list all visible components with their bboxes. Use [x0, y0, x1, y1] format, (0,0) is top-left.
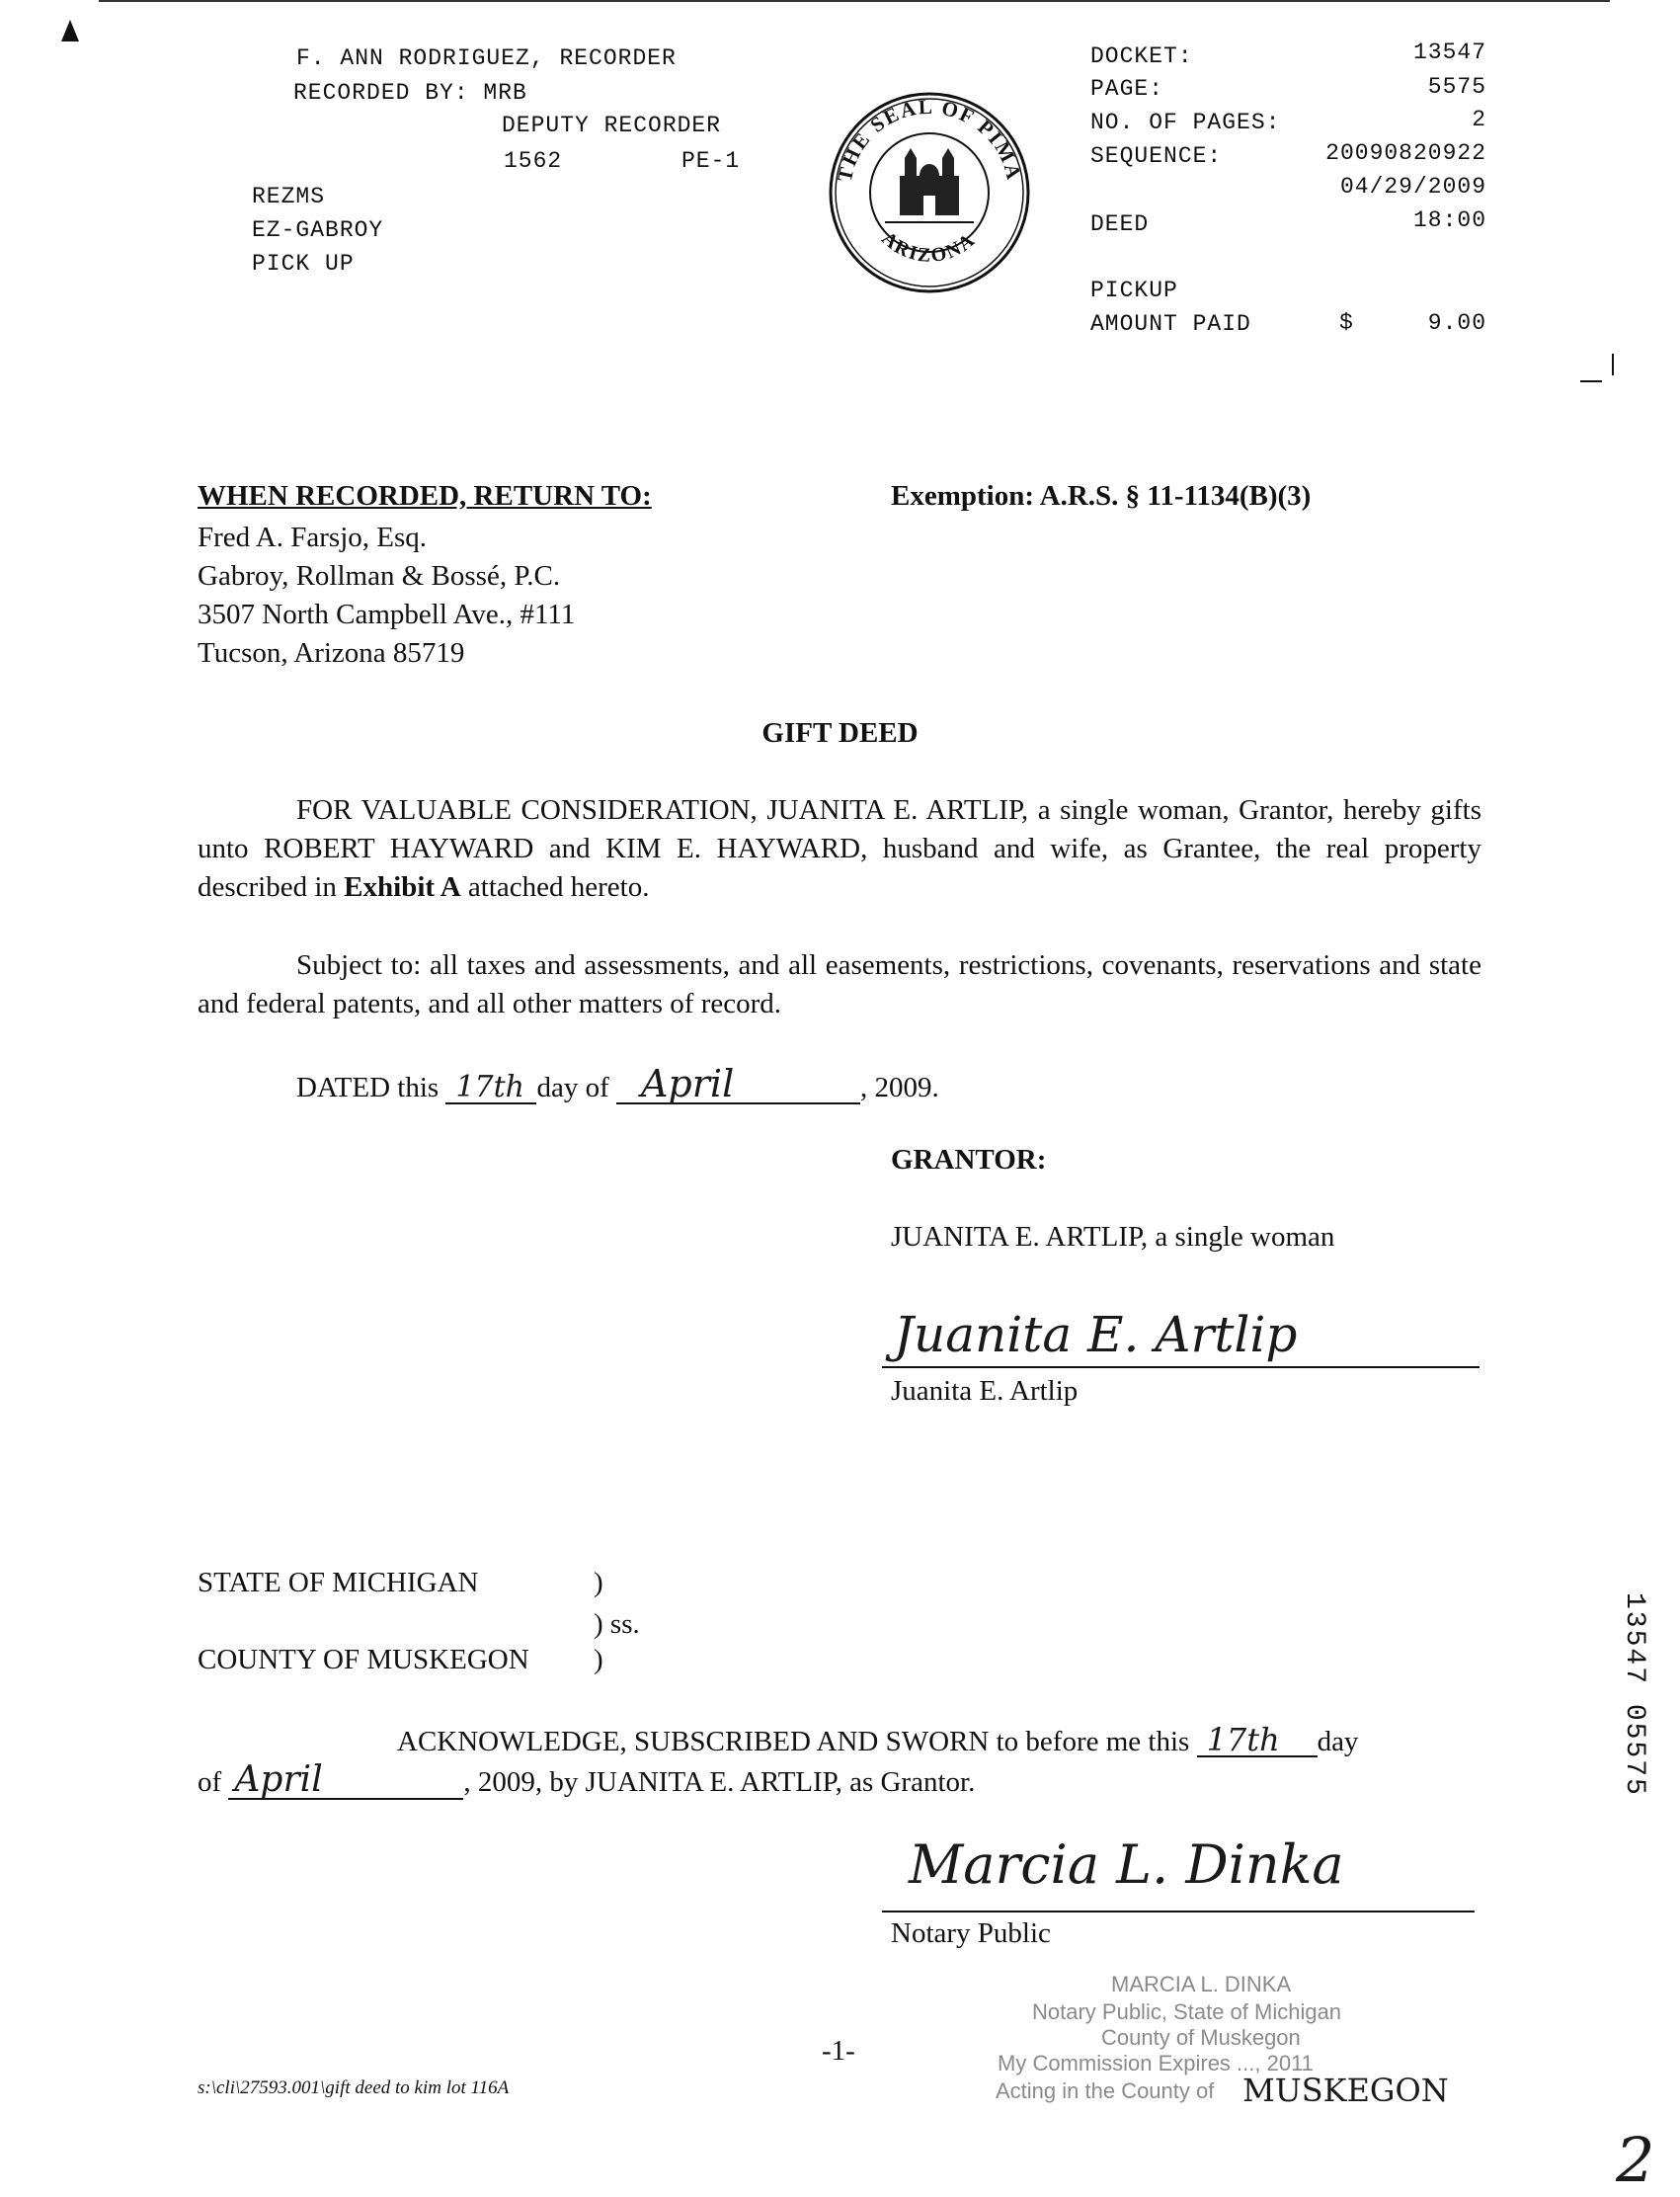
recorder-name: F. ANN RODRIGUEZ, RECORDER	[296, 45, 677, 71]
grantor-signature: Juanita E. Artlip	[894, 1306, 1298, 1363]
page-number: -1-	[822, 2035, 855, 2067]
svg-text:ARIZONA	[877, 227, 980, 267]
venue-state: STATE OF MICHIGAN	[198, 1567, 479, 1598]
pima-county-seal	[826, 89, 1033, 296]
return-to-line-2: Gabroy, Rollman & Bossé, P.C.	[198, 560, 561, 592]
grantor-name-line: JUANITA E. ARTLIP, a single woman	[891, 1221, 1335, 1253]
amount-label: AMOUNT PAID	[1090, 311, 1251, 337]
scan-corner-mark	[61, 20, 79, 41]
dated-month-handwritten: April	[616, 1065, 860, 1104]
deputy-recorder: DEPUTY RECORDER	[502, 113, 722, 138]
notary-stamp-line-1: MARCIA L. DINKA	[1111, 1972, 1292, 1996]
venue-paren-1: )	[594, 1567, 603, 1598]
deputy-code: 1562	[504, 148, 563, 174]
seal-ring-text: THE SEAL OF PIMA	[832, 94, 1026, 185]
ez-gabroy-code: EZ-GABROY	[252, 217, 384, 243]
acknowledgment-day-suffix: day	[1317, 1726, 1359, 1757]
subject-to-paragraph: Subject to: all taxes and assessments, and all easements, restrictions, covenants, reservations and state and federal patents, and all other matters of record.	[198, 949, 1481, 1019]
acknowledgment-line-2	[198, 1759, 976, 1800]
amount-currency: $	[1339, 310, 1354, 336]
vertical-margin-stamp: 13547 05575	[1619, 1592, 1649, 1797]
page-value: 5575	[1427, 74, 1486, 100]
grantor-heading: GRANTOR:	[891, 1144, 1047, 1176]
docket-label: DOCKET:	[1090, 43, 1193, 69]
dated-line	[296, 1062, 939, 1105]
file-path: s:\cli\27593.001\gift deed to kim lot 116A	[198, 2077, 510, 2098]
notary-signature-line	[882, 1911, 1475, 1912]
exhibit-reference: Exhibit A	[344, 871, 461, 903]
page-label: PAGE:	[1090, 76, 1164, 102]
acknowledgment-month-handwritten: April	[228, 1762, 463, 1800]
acknowledgment-day-handwritten: 17th	[1197, 1724, 1318, 1757]
notary-stamp-line-2: Notary Public, State of Michigan	[1032, 1999, 1342, 2024]
notary-public-label: Notary Public	[891, 1917, 1051, 1949]
acknowledgment-line-1	[397, 1721, 1359, 1758]
notary-stamp-line-3: County of Muskegon	[1101, 2025, 1301, 2050]
dated-prefix: DATED this	[296, 1072, 440, 1103]
deputy-station: PE-1	[681, 148, 741, 174]
return-to-line-4: Tucson, Arizona 85719	[198, 637, 465, 669]
recorded-by: RECORDED BY: MRB	[293, 80, 527, 106]
notary-stamp-line-5: Acting in the County of	[996, 2078, 1215, 2103]
consideration-text-end: attached hereto.	[460, 871, 650, 903]
notary-stamp-county-handwritten: MUSKEGON	[1242, 2072, 1449, 2109]
pages-value: 2	[1472, 107, 1486, 132]
pick-up-code: PICK UP	[252, 251, 355, 277]
amount-value: 9.00	[1427, 310, 1486, 336]
margin-tick	[1580, 380, 1602, 382]
acknowledgment-of: of	[198, 1766, 222, 1798]
consideration-text: FOR VALUABLE CONSIDERATION, JUANITA E. ARTLIP, a single woman, Grantor, hereby gifts unto ROBERT HAYWARD and KIM E. HAYWARD, husband and wife, as Grantee, the real property described in	[198, 794, 1481, 903]
docket-value: 13547	[1412, 40, 1486, 65]
record-date: 04/29/2009	[1339, 174, 1486, 200]
acknowledgment-text: ACKNOWLEDGE, SUBSCRIBED AND SWORN to before me this	[397, 1726, 1190, 1757]
top-border-line	[99, 0, 1610, 2]
sequence-label: SEQUENCE:	[1090, 143, 1223, 169]
dated-middle: day of	[536, 1072, 609, 1103]
venue-county: COUNTY OF MUSKEGON	[198, 1644, 529, 1675]
notary-signature: Marcia L. Dinka	[909, 1833, 1344, 1896]
return-to-heading: WHEN RECORDED, RETURN TO:	[198, 480, 652, 512]
return-to-line-1: Fred A. Farsjo, Esq.	[198, 522, 427, 553]
exemption-citation: Exemption: A.R.S. § 11-1134(B)(3)	[891, 480, 1312, 512]
pickup-label: PICKUP	[1090, 278, 1178, 303]
record-time: 18:00	[1412, 207, 1486, 233]
seal-bottom-text: ARIZONA	[877, 227, 981, 267]
corner-page-count: 2	[1616, 2124, 1655, 2196]
notary-stamp-line-4: My Commission Expires ..., 2011	[998, 2051, 1314, 2075]
pages-label: NO. OF PAGES:	[1090, 110, 1281, 135]
venue-ss: ) ss.	[594, 1608, 640, 1640]
dated-day-handwritten: 17th	[445, 1073, 536, 1104]
rezms-code: REZMS	[252, 184, 326, 209]
deed-label: DEED	[1090, 211, 1150, 237]
acknowledgment-text-2: , 2009, by JUANITA E. ARTLIP, as Grantor.	[463, 1766, 976, 1798]
document-title: GIFT DEED	[761, 717, 919, 749]
return-to-line-3: 3507 North Campbell Ave., #111	[198, 599, 576, 630]
venue-paren-3: )	[594, 1644, 603, 1675]
grantor-signature-line	[882, 1366, 1480, 1368]
margin-tick-vertical	[1612, 354, 1614, 375]
sequence-value: 20090820922	[1325, 140, 1486, 166]
grantor-printed-name: Juanita E. Artlip	[891, 1375, 1079, 1407]
dated-suffix: , 2009.	[859, 1072, 939, 1103]
consideration-paragraph	[198, 791, 1481, 907]
